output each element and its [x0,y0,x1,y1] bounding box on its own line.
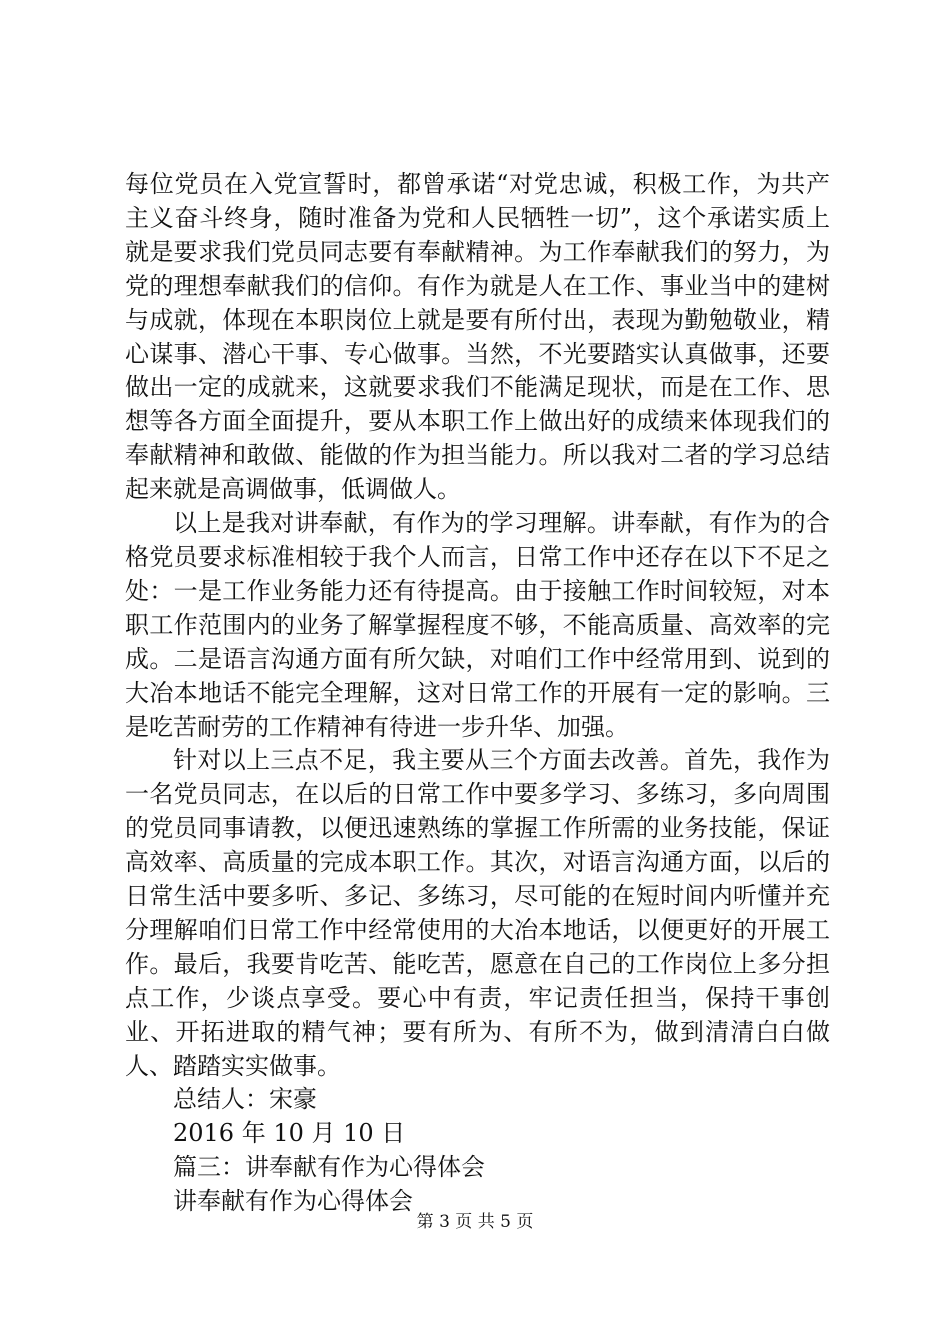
article-title: 讲奉献有作为心得体会 [173,1187,413,1216]
date-line: 2016 年 10 月 10 日 [173,1119,406,1148]
page-footer: 第 3 页 共 5 页 [416,1212,534,1232]
body-paragraph-1: 每位党员在入党宣誓时，都曾承诺“对党忠诚，积极工作，为共产主义奋斗终身，随时准备为党和人民牺牲一切”，这个承诺实质上就是要求我们党员同志要有奉献精神。为工作奉献我们的努力，为党的理想奉献我们的信仰。有作为就是人在工作、事业当中的建树与成就，体现在本职岗位上就是要有所付出，表现为勤勉敬业，精心谋事、潜心干事、专心做事。当然，不光要踏实认真做事，还要做出一定的成就来，这就要求我们不能满足现状，而是在工作、思想等各方面全面提升，要从本职工作上做出好的成绩来体现我们的奉献精神和敢做、能做的作为担当能力。所以我对二者的学习总结起来就是高调做事，低调做人。 [125,170,830,504]
body-paragraph-2: 以上是我对讲奉献，有作为的学习理解。讲奉献，有作为的合格党员要求标准相较于我个人而言，日常工作中还存在以下不足之处：一是工作业务能力还有待提高。由于接触工作时间较短，对本职工作范围内的业务了解掌握程度不够，不能高质量、高效率的完成。二是语言沟通方面有所欠缺，对咱们工作中经常用到、说到的大冶本地话不能完全理解，这对日常工作的开展有一定的影响。三是吃苦耐劳的工作精神有待进一步升华、加强。 [125,509,830,741]
signature-line: 总结人：宋豪 [173,1085,317,1114]
body-paragraph-3: 针对以上三点不足，我主要从三个方面去改善。首先，我作为一名党员同志，在以后的日常工作中要多学习、多练习，多向周围的党员同事请教，以便迅速熟练的掌握工作所需的业务技能，保证高效率、高质量的完成本职工作。其次，对语言沟通方面，以后的日常生活中要多听、多记、多练习，尽可能的在短时间内听懂并充分理解咱们日常工作中经常使用的大冶本地话，以便更好的开展工作。最后，我要肯吃苦、能吃苦，愿意在自己的工作岗位上多分担点工作，少谈点享受。要心中有责，牢记责任担当，保持干事创业、开拓进取的精气神；要有所为、有所不为，做到清清白白做人、踏踏实实做事。 [125,746,830,1080]
section-heading: 篇三：讲奉献有作为心得体会 [173,1153,485,1182]
document-body [125,168,830,1219]
